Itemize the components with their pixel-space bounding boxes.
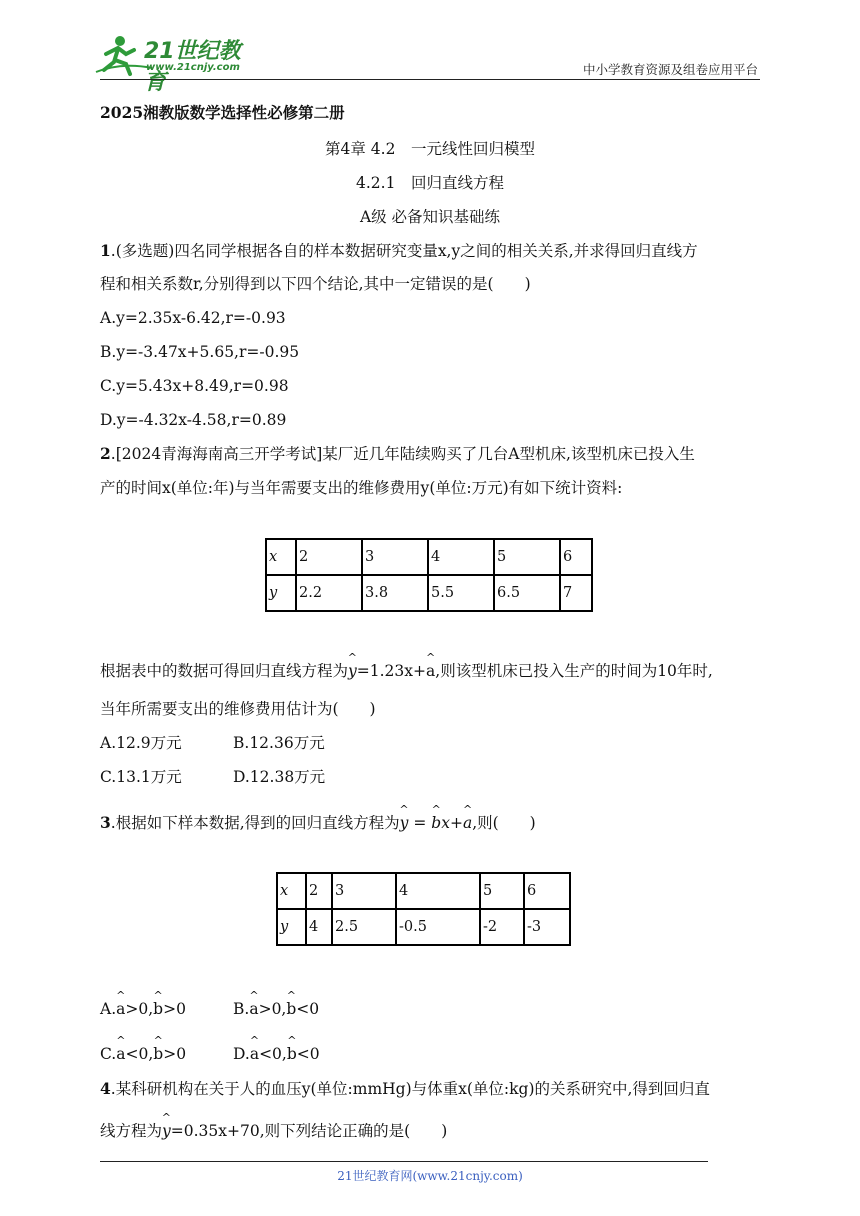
- table-cell: 3.8: [362, 575, 428, 611]
- footer-text: 21世纪教育网(www.21cnjy.com): [337, 1169, 523, 1183]
- table-cell: 6.5: [494, 575, 560, 611]
- q2-after-line2: 当年所需要支出的维修费用估计为( ): [100, 700, 376, 718]
- q4-line1: 4.某科研机构在关于人的血压y(单位:mmHg)与体重x(单位:kg)的关系研究中,得到回归直: [100, 1079, 710, 1098]
- q2-line1: 2.[2024青海海南高三开学考试]某厂近几年陆续购买了几台A型机床,该型机床已投入生: [100, 444, 695, 463]
- table-cell: y: [277, 909, 306, 945]
- table-row: [266, 575, 592, 611]
- book-title: 2025湘教版数学选择性必修第二册: [100, 103, 345, 122]
- table-cell: 4: [428, 539, 494, 575]
- q2-option-d: D.12.38万元: [233, 768, 326, 786]
- q1-option-d: D.y=-4.32x-4.58,r=0.89: [100, 411, 287, 429]
- header-divider: [100, 79, 760, 80]
- q2-after-line1: 根据表中的数据可得回归直线方程为^ y=1.23x+^ a,则该型机床已投入生产的时间为10年时,: [100, 664, 713, 680]
- table-cell: -2: [480, 909, 524, 945]
- table-cell: 5.5: [428, 575, 494, 611]
- table-cell: x: [266, 539, 296, 575]
- table-row: [266, 539, 592, 575]
- q1-option-a: A.y=2.35x-6.42,r=-0.93: [100, 309, 286, 327]
- header-platform-text: 中小学教育资源及组卷应用平台: [582, 62, 758, 77]
- q3-option-a: A.^ a>0,^ b>0: [100, 1002, 186, 1018]
- table-cell: 6: [560, 539, 592, 575]
- q3-option-c: C.^ a<0,^ b>0: [100, 1047, 186, 1063]
- q2-data-table: [265, 538, 593, 612]
- table-cell: 2.2: [296, 575, 362, 611]
- table-cell: 2: [296, 539, 362, 575]
- table-cell: x: [277, 873, 306, 909]
- q3-option-b: B.^ a>0,^ b<0: [233, 1002, 319, 1018]
- q1-option-c: C.y=5.43x+8.49,r=0.98: [100, 377, 289, 395]
- table-cell: y: [266, 575, 296, 611]
- table-cell: 2.5: [332, 909, 396, 945]
- logo-sub-text: www.21cnjy.com: [146, 62, 240, 73]
- logo-main-text: 21世纪教育: [144, 39, 241, 95]
- q2-option-b: B.12.36万元: [233, 734, 325, 752]
- q2-option-a: A.12.9万元: [100, 734, 182, 752]
- site-logo: [92, 32, 262, 95]
- chapter-title: 第4章 4.2 一元线性回归模型: [325, 140, 535, 158]
- q3-option-d: D.^ a<0,^ b<0: [233, 1047, 320, 1063]
- table-cell: -3: [524, 909, 570, 945]
- table-cell: 5: [494, 539, 560, 575]
- table-cell: 5: [480, 873, 524, 909]
- table-cell: 4: [396, 873, 480, 909]
- q2-option-c: C.13.1万元: [100, 768, 182, 786]
- q3-line1: 3.根据如下样本数据,得到的回归直线方程为^ y = ^ bx+^ a,则( ): [100, 815, 536, 832]
- q2-line2: 产的时间x(单位:年)与当年需要支出的维修费用y(单位:万元)有如下统计资料:: [100, 479, 623, 497]
- q1-line2: 程和相关系数r,分别得到以下四个结论,其中一定错误的是( ): [100, 275, 531, 293]
- section-title: 4.2.1 回归直线方程: [356, 174, 504, 192]
- q4-line2: 线方程为^ y=0.35x+70,则下列结论正确的是( ): [100, 1124, 447, 1140]
- table-cell: 2: [306, 873, 332, 909]
- table-cell: 3: [362, 539, 428, 575]
- footer-divider: [100, 1161, 708, 1162]
- table-cell: 7: [560, 575, 592, 611]
- q3-data-table: [276, 872, 571, 946]
- table-cell: -0.5: [396, 909, 480, 945]
- q1-option-b: B.y=-3.47x+5.65,r=-0.95: [100, 343, 300, 361]
- table-row: [277, 909, 570, 945]
- level-title: A级 必备知识基础练: [359, 208, 501, 226]
- table-cell: 6: [524, 873, 570, 909]
- table-cell: 4: [306, 909, 332, 945]
- table-row: [277, 873, 570, 909]
- q1-line1: 1.(多选题)四名同学根据各自的样本数据研究变量x,y之间的相关关系,并求得回归直线方: [100, 241, 698, 260]
- table-cell: 3: [332, 873, 396, 909]
